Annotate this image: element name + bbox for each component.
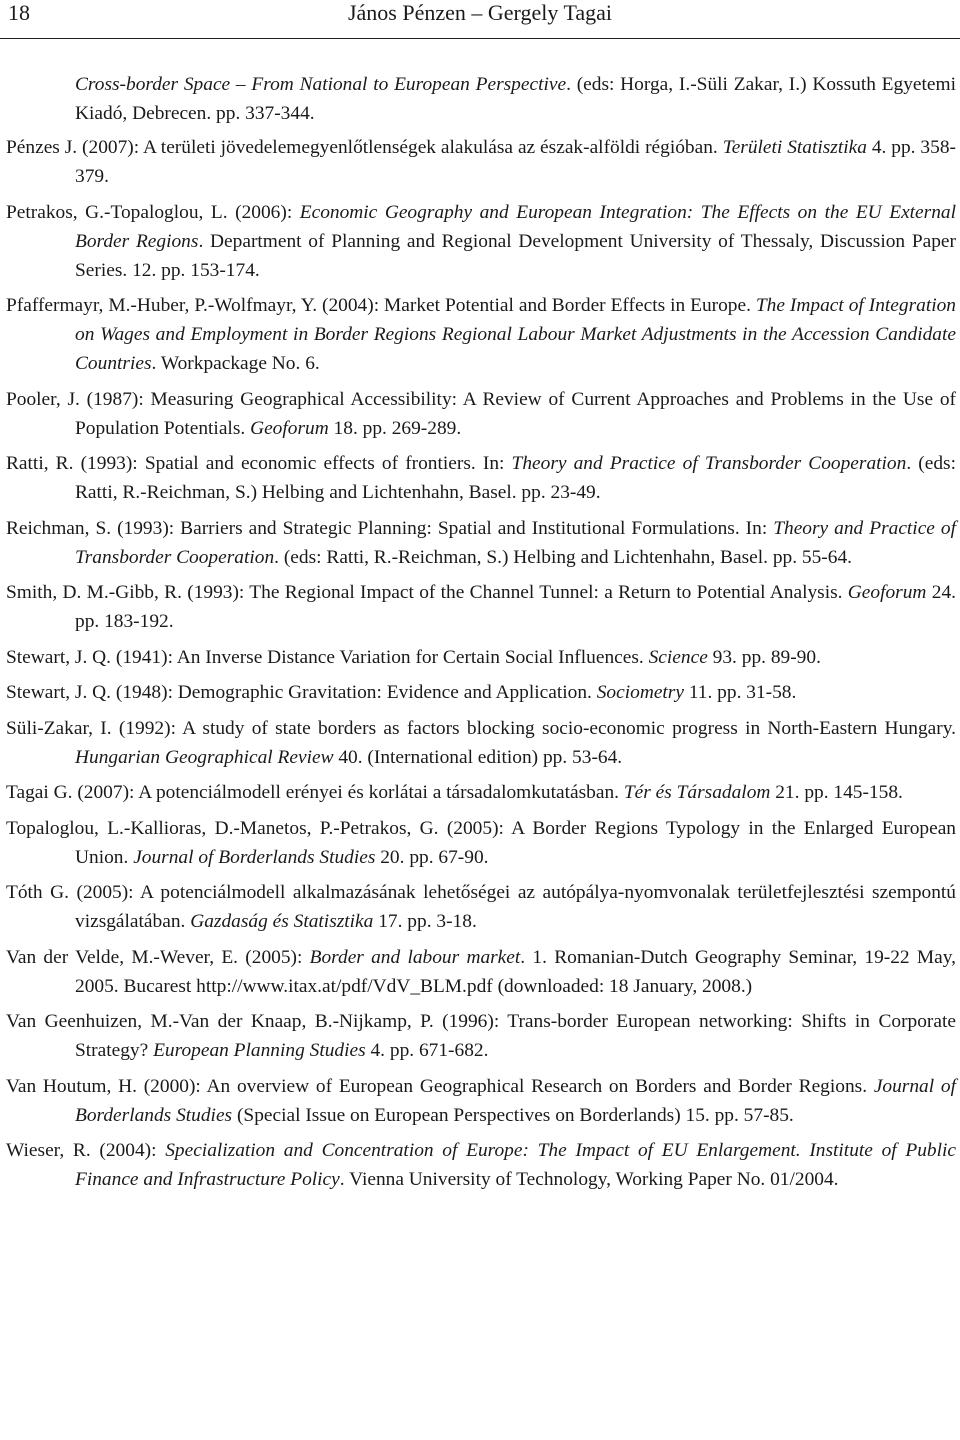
reference-text: 4. pp. 671-682. — [365, 1040, 489, 1061]
reference-text: 93. pp. 89-90. — [707, 646, 821, 668]
reference-text: Reichman, S. (1993): Barriers and Strategic Planning: Spatial and Institutional Formulations. In: — [6, 517, 774, 539]
reference-entry — [6, 943, 956, 1001]
reference-text: Süli-Zakar, I. (1992): A study of state borders as factors blocking socio-economic progress in North-Eastern Hungary. — [6, 717, 956, 739]
reference-entry — [6, 678, 956, 707]
reference-text: Wieser, R. (2004): — [6, 1140, 166, 1161]
reference-title-italic: Területi Statisztika — [722, 137, 867, 158]
reference-list — [6, 70, 956, 1201]
reference-entry — [6, 643, 956, 672]
reference-text: Topaloglou, L.-Kallioras, D.-Manetos, P.-Petrakos, G. (2005): A Border Regions Typology in the Enlarged European Union. — [6, 817, 956, 868]
reference-title-italic: Journal of Borderlands Studies — [133, 846, 376, 868]
reference-entry — [6, 878, 956, 936]
reference-title-italic: Economic Geography and European Integration: The Effects on the EU External Border Regions — [75, 201, 956, 252]
reference-text: . (eds: Ratti, R.-Reichman, S.) Helbing and Lichtenhahn, Basel. pp. 23-49. — [75, 453, 956, 503]
reference-entry — [6, 385, 956, 443]
reference-title-italic: Sociometry — [596, 682, 684, 703]
reference-title-italic: Geoforum — [847, 582, 927, 603]
reference-text: . (eds: Ratti, R.-Reichman, S.) Helbing and Lichtenhahn, Basel. pp. 55-64. — [274, 546, 852, 568]
reference-text: Tagai G. (2007): A potenciálmodell erényei és korlátai a társadalomkutatásban. — [6, 782, 624, 803]
reference-title-italic: Theory and Practice of Transborder Cooperation — [75, 517, 956, 568]
reference-title-italic: Tér és Társadalom — [623, 782, 771, 803]
reference-text: . 1. Romanian-Dutch Geography Seminar, 19-22 May, 2005. Bucarest http://www.itax.at/pdf/VdV_BLM.pdf (downloaded: 18 January, 2008.) — [75, 946, 957, 997]
reference-text: Stewart, J. Q. (1948): Demographic Gravitation: Evidence and Application. — [6, 682, 597, 703]
reference-text: 20. pp. 67-90. — [375, 846, 489, 868]
reference-continuation — [6, 70, 956, 128]
reference-text: 18. pp. 269-289. — [328, 417, 462, 439]
reference-text: Petrakos, G.-Topaloglou, L. (2006): — [6, 201, 300, 223]
reference-text: Ratti, R. (1993): Spatial and economic effects of frontiers. In: — [6, 453, 512, 474]
reference-text: . (eds: Horga, I.-Süli Zakar, I.) Kossuth Egyetemi Kiadó, Debrecen. pp. 337-344. — [75, 74, 956, 124]
reference-entry — [6, 778, 956, 807]
reference-title-italic: Geoforum — [250, 417, 329, 439]
reference-entry — [6, 578, 956, 636]
reference-title-italic: European Planning Studies — [153, 1040, 366, 1061]
reference-title-italic: Science — [648, 646, 708, 668]
reference-title-italic: The Impact of Integration on Wages and Employment in Border Regions Regional Labour Market Adjustments in the Accession Candidate Countries — [75, 295, 956, 374]
reference-entry — [6, 133, 956, 191]
reference-text: Smith, D. M.-Gibb, R. (1993): The Regional Impact of the Channel Tunnel: a Return to Potential Analysis. — [6, 582, 848, 603]
reference-text: . Vienna University of Technology, Working Paper No. 01/2004. — [339, 1169, 839, 1190]
reference-text: Pfaffermayr, M.-Huber, P.-Wolfmayr, Y. (2004): Market Potential and Border Effects in Europe. — [6, 295, 756, 316]
reference-title-italic: Theory and Practice of Transborder Cooperation — [511, 453, 907, 474]
reference-text: 24. pp. 183-192. — [75, 582, 956, 632]
reference-text: 11. pp. 31-58. — [683, 682, 797, 703]
reference-entry — [6, 1136, 956, 1194]
reference-entry — [6, 514, 956, 572]
reference-text: 21. pp. 145-158. — [770, 782, 903, 803]
reference-title-italic: Cross-border Space – From National to European Perspective — [75, 74, 567, 95]
reference-text: Van Geenhuizen, M.-Van der Knaap, B.-Nijkamp, P. (1996): Trans-border European networking: Shifts in Corporate Strategy? — [6, 1011, 956, 1061]
reference-title-italic: Border and labour market — [309, 946, 521, 968]
page-number: 18 — [8, 0, 30, 25]
reference-entry — [6, 714, 956, 772]
reference-text: (Special Issue on European Perspectives on Borderlands) 15. pp. 57-85. — [232, 1104, 794, 1126]
running-header — [0, 0, 960, 39]
reference-text: 40. (International edition) pp. 53-64. — [333, 746, 623, 768]
reference-text: Pooler, J. (1987): Measuring Geographical Accessibility: A Review of Current Approaches and Problems in the Use of Population Potentials. — [6, 388, 956, 439]
reference-text: 4. pp. 358-379. — [75, 137, 956, 187]
reference-text: Van der Velde, M.-Wever, E. (2005): — [6, 946, 310, 968]
reference-text: Pénzes J. (2007): A területi jövedelemegyenlőtlenségek alakulása az észak-alföldi régióban. — [6, 137, 723, 158]
reference-text: Stewart, J. Q. (1941): An Inverse Distance Variation for Certain Social Influences. — [6, 646, 649, 668]
reference-title-italic: Gazdaság és Statisztika — [190, 911, 374, 932]
reference-title-italic: Journal of Borderlands Studies — [75, 1075, 956, 1126]
running-title: János Pénzen – Gergely Tagai — [347, 0, 613, 25]
reference-entry — [6, 198, 956, 285]
reference-title-italic: Hungarian Geographical Review — [75, 746, 334, 768]
reference-entry — [6, 449, 956, 507]
reference-entry — [6, 814, 956, 872]
reference-text: . Department of Planning and Regional Development University of Thessaly, Discussion Paper Series. 12. pp. 153-174. — [75, 230, 956, 281]
reference-text: Van Houtum, H. (2000): An overview of European Geographical Research on Borders and Border Regions. — [6, 1075, 874, 1097]
reference-entry — [6, 291, 956, 378]
reference-entry — [6, 1072, 956, 1130]
reference-text: . Workpackage No. 6. — [151, 353, 320, 374]
reference-text: 17. pp. 3-18. — [373, 911, 477, 932]
reference-entry — [6, 1007, 956, 1065]
reference-title-italic: Specialization and Concentration of Europe: The Impact of EU Enlargement. Institute of Public Finance and Infrastructure Policy — [75, 1140, 956, 1190]
reference-text: Tóth G. (2005): A potenciálmodell alkalmazásának lehetőségei az autópálya-nyomvonalak területfejlesztési szempontú vizsgálatában. — [6, 882, 956, 932]
